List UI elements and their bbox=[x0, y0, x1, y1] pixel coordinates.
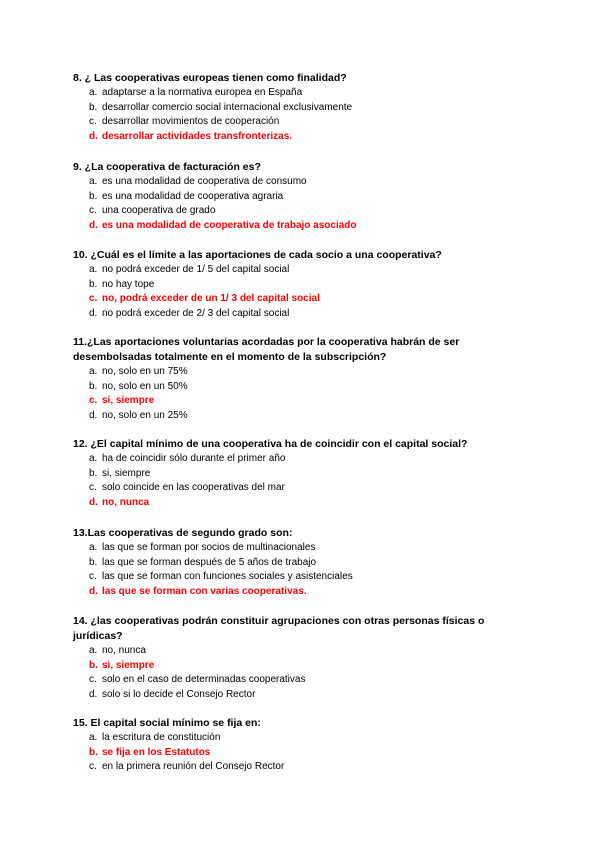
question-14 bbox=[73, 614, 533, 702]
answer-option-c: c. en la primera reunión del Consejo Rector bbox=[89, 761, 285, 773]
correct-answer-option-d: d. desarrollar actividades transfronterizas. bbox=[89, 130, 293, 142]
answer-list bbox=[73, 175, 533, 233]
answer-option-a: a. no, solo en un 75% bbox=[89, 366, 188, 377]
answer-list bbox=[73, 263, 533, 321]
answer-option-b: b. es una modalidad de cooperativa agraria bbox=[89, 190, 284, 202]
answer-option-d: d. no, solo en un 25% bbox=[89, 409, 188, 421]
question-8 bbox=[73, 71, 533, 144]
correct-answer-option-b: b. se fija en los Estatutos bbox=[89, 746, 211, 758]
answer-option-a: a. es una modalidad de cooperativa de consumo bbox=[89, 176, 307, 187]
question-11 bbox=[73, 335, 533, 423]
answer-option-a: a. adaptarse a la normativa europea en España bbox=[89, 87, 303, 98]
question-title: 8. ¿ Las cooperativas europeas tienen como finalidad? bbox=[73, 72, 347, 84]
question-title: 13.Las cooperativas de segundo grado son: bbox=[73, 527, 293, 539]
answer-list bbox=[73, 452, 533, 510]
question-title: 10. ¿Cuál es el límite a las aportaciones de cada socio a una cooperativa? bbox=[73, 249, 442, 261]
question-title: 12. ¿El capital mínimo de una cooperativa ha de coincidir con el capital social? bbox=[73, 438, 468, 450]
answer-list bbox=[73, 731, 533, 775]
answer-option-c: c. solo en el caso de determinadas cooperativas bbox=[89, 674, 306, 686]
answer-option-c: c. desarrollar movimientos de cooperación bbox=[89, 116, 280, 128]
question-title: 15. El capital social mínimo se fija en: bbox=[73, 717, 261, 729]
question-title: 11.¿Las aportaciones voluntarias acordadas por la cooperativa habrán de ser desembolsadas totalmente en el momento de la subscripción? bbox=[73, 336, 460, 363]
answer-option-b: b. no, solo en un 50% bbox=[89, 380, 188, 392]
answer-option-b: b. no hay tope bbox=[89, 278, 155, 290]
answer-option-a: a. no, nunca bbox=[89, 645, 146, 656]
question-10 bbox=[73, 248, 533, 321]
question-title: 9. ¿La cooperativa de facturación es? bbox=[73, 161, 261, 173]
answer-option-a: a. no podrá exceder de 1/ 5 del capital social bbox=[89, 264, 290, 275]
answer-option-c: c. las que se forman con funciones sociales y asistenciales bbox=[89, 571, 353, 583]
answer-list bbox=[73, 644, 533, 702]
correct-answer-option-c: c. si, siempre bbox=[89, 395, 155, 407]
answer-option-b: b. las que se forman después de 5 años de trabajo bbox=[89, 556, 317, 568]
answer-option-a: a. las que se forman por socios de multinacionales bbox=[89, 542, 316, 553]
answer-list bbox=[73, 365, 533, 423]
question-13 bbox=[73, 526, 533, 599]
answer-option-b: b. si, siempre bbox=[89, 467, 151, 479]
answer-option-d: d. no podrá exceder de 2/ 3 del capital social bbox=[89, 307, 290, 319]
answer-list bbox=[73, 541, 533, 599]
question-9 bbox=[73, 160, 533, 233]
correct-answer-option-d: d. no, nunca bbox=[89, 496, 150, 508]
answer-list bbox=[73, 86, 533, 144]
answer-option-d: d. solo si lo decide el Consejo Rector bbox=[89, 688, 256, 700]
correct-answer-option-b: b. si, siempre bbox=[89, 659, 155, 671]
answer-option-c: c. una cooperativa de grado bbox=[89, 205, 216, 217]
question-12 bbox=[73, 437, 533, 510]
correct-answer-option-d: d. las que se forman con varias cooperativas. bbox=[89, 585, 307, 597]
question-title: 14. ¿las cooperativas podrán constituir agrupaciones con otras personas físicas o jurídicas? bbox=[73, 615, 485, 642]
answer-option-a: a. ha de coincidir sólo durante el primer año bbox=[89, 453, 286, 464]
answer-option-b: b. desarrollar comercio social internacional exclusivamente bbox=[89, 101, 353, 113]
correct-answer-option-d: d. es una modalidad de cooperativa de trabajo asociado bbox=[89, 219, 357, 231]
answer-option-a: a. la escritura de constitución bbox=[89, 732, 221, 743]
answer-option-c: c. solo coincide en las cooperativas del mar bbox=[89, 482, 285, 494]
correct-answer-option-c: c. no, podrá exceder de un 1/ 3 del capital social bbox=[89, 293, 320, 305]
question-15 bbox=[73, 716, 533, 775]
